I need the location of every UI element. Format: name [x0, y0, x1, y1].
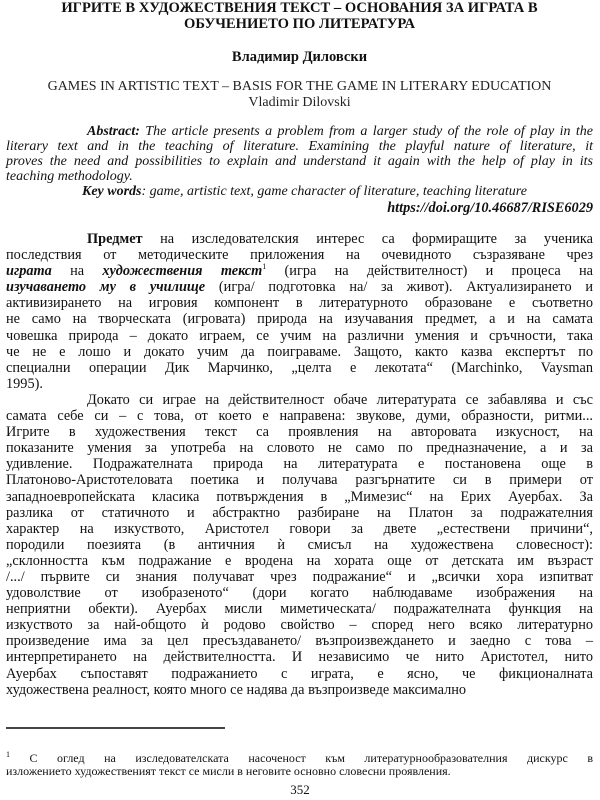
- abstract-line: literary text and in the teaching of literature. Examining the playful nature of literature, it: [6, 138, 593, 154]
- text-line: [6, 489, 593, 505]
- footnote-text: С оглед на изследователската насоченост към литературнообразователния дискурс в: [10, 751, 593, 765]
- text-segment: /.../ първите си знания получават чрез подражание“ и „всички хора изпитват: [6, 568, 593, 585]
- abstract-line: teaching methodology.: [6, 168, 133, 184]
- text-segment: на: [51, 263, 103, 280]
- text-segment: последствия от методическите приложения на очевидното съзразяване чрез: [6, 247, 593, 264]
- text-segment: удивление. Подражателната природа на литературата е постановена още в: [6, 456, 593, 473]
- footnote-line: изложението художественият текст се мисли в неговите основно словесни проявления.: [6, 764, 451, 778]
- footnote: [6, 752, 593, 778]
- keywords-text: : game, artistic text, game character of literature, teaching literature: [141, 184, 527, 199]
- author-name-bg: Владимир Диловски: [231, 49, 368, 65]
- abstract-label: Abstract:: [87, 124, 140, 139]
- text-line: [6, 440, 593, 456]
- text-line: [6, 666, 593, 682]
- text-segment: Ауербах съпоставят подражанието с играта, е ясно, че фикционалната: [6, 665, 593, 682]
- footnote-divider: [6, 727, 225, 729]
- keywords: [82, 184, 593, 200]
- text-line: [6, 328, 593, 344]
- text-line: [6, 633, 593, 649]
- text-line: [6, 585, 593, 601]
- paragraph: [6, 231, 593, 392]
- paragraph: [6, 392, 593, 698]
- footnote-marker: 1: [6, 750, 10, 759]
- text-line: [6, 231, 593, 247]
- text-line: [6, 295, 593, 311]
- text-segment: че не е лошо и докато учим да поиграваме. Защото, както казва експертът по: [6, 343, 593, 360]
- article-title: [6, 0, 593, 32]
- text-line: [6, 344, 593, 360]
- text-line: [6, 569, 593, 585]
- keywords-label: Key words: [82, 184, 142, 199]
- page-number: 352: [290, 782, 310, 797]
- text-segment: Игрите в художествения текст са проявления на авторовата изкусност, на: [6, 424, 593, 441]
- abstract-line: [6, 125, 593, 140]
- text-line: [6, 682, 593, 698]
- text-line: [6, 392, 593, 408]
- text-line: [6, 408, 593, 424]
- text-line: [6, 279, 593, 295]
- text-line: [6, 649, 593, 665]
- text-line: [6, 424, 593, 440]
- text-line: [6, 521, 593, 537]
- text-segment: специални операции Дик Марчинко, „целта е лекотата“ (Marchinko, Vaysman: [6, 359, 593, 376]
- article-body: [6, 231, 593, 698]
- text-segment: изкуството за най-общото ѝ родово свойство – според него всяко литературно: [6, 617, 593, 634]
- text-line: [6, 376, 593, 392]
- abstract-line: proves the need and possibilities to explain and understand it again with the help of play in its: [6, 153, 593, 169]
- text-segment: Платоново-Аристотеловата поетика и получава разгърнатите си в примери от: [6, 472, 593, 489]
- english-title-block: [6, 79, 593, 110]
- emphasized-text: изучаването му в училище: [6, 279, 206, 296]
- text-segment: (игра/ подготовка на/ за живот). Актуализирането и: [205, 279, 594, 296]
- text-line: [6, 553, 593, 569]
- text-segment: удоволствие от изобразеното“ (дори когато наблюдаваме изображения на: [6, 585, 593, 602]
- text-segment: човешка природа – докато играем, се учим на различни умения и сръчности, така: [6, 327, 593, 344]
- text-segment: на изследователския интерес са формиращите за ученика: [142, 231, 593, 247]
- text-segment: интерпретирането на действителността. И независимо че нито Аристотел, нито: [6, 649, 593, 666]
- author-name-en: Vladimir Dilovski: [248, 94, 351, 110]
- emphasized-text: художествения текст: [102, 263, 263, 280]
- text-segment: 1995).: [6, 375, 43, 392]
- text-line: [6, 537, 593, 553]
- text-segment: показаните умения за употреба на словото не само по предназначение, а и за: [6, 440, 593, 457]
- text-segment: западноевропейската класика потвърждения в „Мимезис“ на Ерих Ауербах. За: [6, 488, 593, 505]
- text-line: [6, 456, 593, 472]
- title-line: ИГРИТЕ В ХУДОЖЕСТВЕНИЯ ТЕКСТ – ОСНОВАНИЯ ЗА ИГРАТА В: [61, 0, 538, 16]
- text-segment: Докато си играе на действителност обаче литературата се забавлява и със: [87, 391, 593, 408]
- text-segment: самата себе си – с това, от което е направена: звукове, думи, образности, ритми...: [6, 408, 593, 425]
- footnote-reference[interactable]: 1: [262, 262, 267, 272]
- text-line: [6, 247, 593, 263]
- text-segment: не само на творческата (игровата) природа на изучавания предмет, а и на самата: [6, 311, 593, 328]
- text-segment: активизирането на игровия компонент в литературното образоване е съответно: [6, 295, 593, 312]
- doi-link[interactable]: https://doi.org/10.46687/RISE6029: [387, 200, 593, 216]
- text-segment: разлика от статичното и абстрактно разбиране на Платон за подражателния: [6, 504, 593, 521]
- text-segment: художествена реалност, която много се надява да възпроизведе максимално: [6, 681, 467, 698]
- text-segment: „склонността към подражание е вродена на хората още от детската им възраст: [6, 552, 593, 569]
- text-line: [6, 472, 593, 488]
- text-segment: характер на изкуството, Аристотел говори за двете „естествени причини“,: [6, 520, 593, 537]
- text-segment: (игра на действителност) и процеса на: [266, 263, 593, 280]
- text-segment: неприятни обекти). Ауербах мисли миметическата/ подражателната функция на: [6, 601, 593, 618]
- text-line: [6, 505, 593, 521]
- text-line: [6, 601, 593, 617]
- text-line: [6, 263, 593, 279]
- text-line: [6, 360, 593, 376]
- emphasized-text: играта: [6, 263, 52, 280]
- text-segment: произведение има за цел пресъздаването/ възпроизвеждането и заедно с това –: [6, 633, 593, 650]
- abstract-text: The article presents a problem from a larger study of the role of play in the: [139, 124, 593, 139]
- text-line: [6, 617, 593, 633]
- abstract: [6, 125, 593, 185]
- text-line: [6, 311, 593, 327]
- text-segment: породили поезията (в античния ѝ смисъл на художествена словесност):: [6, 536, 593, 553]
- title-line: ОБУЧЕНИЕТО ПО ЛИТЕРАТУРА: [184, 16, 415, 32]
- english-title: GAMES IN ARTISTIC TEXT – BASIS FOR THE GAME IN LITERARY EDUCATION: [47, 79, 552, 94]
- emphasized-text: Предмет: [87, 231, 143, 247]
